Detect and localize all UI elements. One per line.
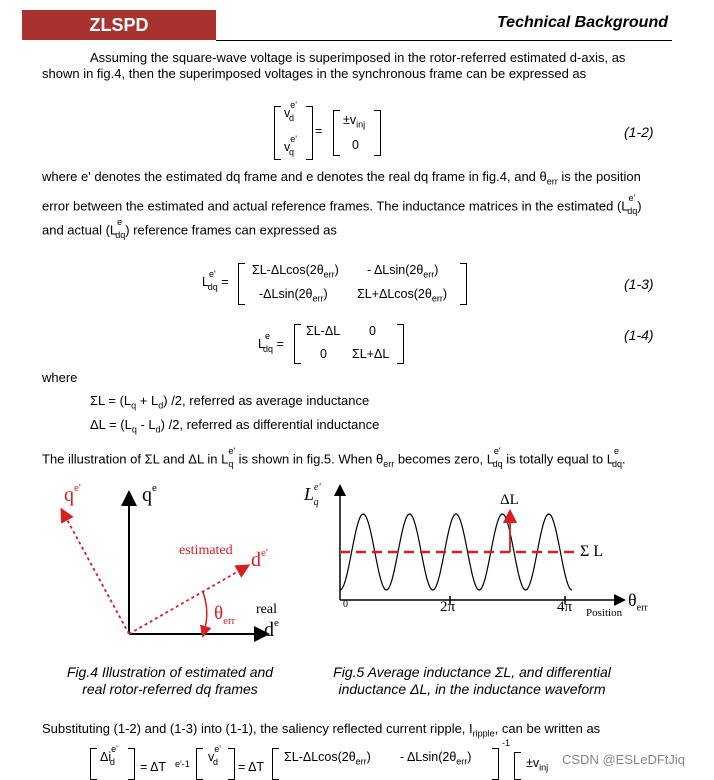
theta-arc bbox=[203, 592, 207, 632]
fig5-delta-label: ΔL bbox=[500, 492, 519, 508]
eq13-a21: $-\Delta Lsin(2\theta_{err})$ bbox=[259, 287, 328, 304]
eq14-number: (1-4) bbox=[624, 327, 654, 343]
eq15-bracket3-close bbox=[492, 748, 499, 780]
section-title: Technical Background bbox=[497, 14, 668, 31]
eq15-m12: - $\Delta Lsin(2\theta_{err})$ bbox=[400, 750, 472, 767]
para4: Substituting (1-2) and (1-3) into (1-1), the saliency reflected current ripple, $I_{ripple}$, can be written as bbox=[42, 721, 601, 739]
eq12-right-bracket-open bbox=[333, 110, 340, 156]
fig4-d-real-label: $d^e$ bbox=[264, 617, 279, 641]
def-delta-l: $\Delta L = (L_q - L_d)$ /2, referred as differential inductance bbox=[90, 417, 380, 435]
eq14-a22: ΣL+ΔL bbox=[352, 347, 390, 361]
eq12-r2: 0 bbox=[352, 138, 359, 152]
eq14-a12: 0 bbox=[369, 324, 376, 338]
eq14-a11: ΣL-ΔL bbox=[306, 324, 341, 338]
para2-line3: and actual $(L^e_{dq})$ reference frames can expressed as bbox=[42, 217, 337, 240]
para2-line1: where e' denotes the estimated dq frame and e denotes the real dq frame in fig.4, and $\theta_{err}$ is the position bbox=[42, 169, 641, 187]
eq14-bracket-open bbox=[294, 324, 301, 364]
fig5-tick1-label: 2π bbox=[440, 599, 456, 615]
para3: The illustration of ΣL and ΔL in $L_q^{e'}$ is shown in fig.5. When $\theta_{err}$ becomes zero, $L^{e'}_{dq}$ is totally equal to $L^e_{dq}$. bbox=[42, 446, 626, 469]
fig4-theta-label: $\theta_{err}$ bbox=[214, 603, 236, 627]
eq12-equals: = bbox=[315, 124, 323, 138]
eq15-delta-i: $\Delta i^{e'}_d$ bbox=[100, 744, 118, 767]
fig5-position-label: Position bbox=[586, 607, 623, 619]
eq12-r1: $\pm v_{inj}$ bbox=[343, 113, 366, 130]
eq14-bracket-close bbox=[397, 324, 404, 364]
para1-line1: Assuming the square-wave voltage is superimposed in the rotor-referred estimated d-axis, as bbox=[90, 50, 626, 65]
eq14-lhs: $L^e_{dq}$ = bbox=[258, 331, 284, 354]
para1-line2: shown in fig.4, then the superimposed voltages in the synchronous frame can be expressed as bbox=[42, 66, 587, 81]
eq12-number: (1-2) bbox=[624, 124, 654, 140]
eq15-dt1: = ΔT bbox=[140, 760, 167, 774]
eq15-bracket1-close bbox=[128, 748, 135, 780]
para2-line2: error between the estimated and actual reference frames. The inductance matrices in the estimated $(L^{e'}_{dq})$ bbox=[42, 193, 642, 216]
fig4-d-estimated-label: $d^{e'}$ bbox=[251, 547, 268, 571]
eq12-left-bracket-close bbox=[306, 106, 313, 160]
fig5-sigma-label: Σ L bbox=[580, 543, 604, 560]
fig4-caption: Fig.4 Illustration of estimated and real rotor-referred dq frames bbox=[66, 664, 274, 697]
eq15-inverse-exp: e'-1 bbox=[175, 759, 190, 769]
eq13-a22: $\Sigma L+\Delta Lcos(2\theta_{err})$ bbox=[357, 287, 447, 304]
eq15-dt2: = ΔT bbox=[238, 760, 265, 774]
eq13-a12: - $\Delta Lsin(2\theta_{err})$ bbox=[367, 263, 439, 280]
eq13-a11: $\Sigma L-\Delta Lcos(2\theta_{err})$ bbox=[252, 263, 339, 280]
watermark: CSDN @ESLeDFtJiq bbox=[562, 752, 686, 767]
eq15-bracket4-open bbox=[514, 752, 521, 780]
brand-header: ZLSPD bbox=[22, 10, 216, 40]
fig5-caption: Fig.5 Average inductance ΣL, and differential inductance ΔL, in the inductance waveform bbox=[333, 664, 611, 697]
fig5-zero-label: 0 bbox=[343, 599, 348, 610]
fig5-x-label: $\theta_{err}$ bbox=[628, 590, 648, 614]
eq15-bracket2-close bbox=[228, 748, 235, 780]
header-rule bbox=[216, 40, 672, 41]
eq12-vd: $v^{e'}_d$ bbox=[284, 100, 297, 123]
eq13-lhs: $L^{e'}_{dq}$ = bbox=[202, 269, 229, 292]
eq15-vd: $v^{e'}_d$ bbox=[208, 744, 221, 767]
eq14-a21: 0 bbox=[320, 347, 327, 361]
eq13-bracket-open bbox=[238, 263, 245, 305]
eq13-bracket-close bbox=[460, 263, 467, 305]
eq15-r1: $\pm v_{inj}$ bbox=[526, 756, 549, 773]
fig5-tick2-label: 4π bbox=[557, 599, 573, 615]
where-label: where bbox=[42, 370, 78, 385]
def-sigma-l: $\Sigma L = (L_q + L_d)$ /2, referred as average inductance bbox=[90, 393, 370, 411]
eq15-m11: $\Sigma L-\Delta Lcos(2\theta_{err})$ bbox=[284, 750, 371, 767]
eq13-number: (1-3) bbox=[624, 276, 654, 292]
q-estimated-axis bbox=[64, 514, 129, 634]
fig5-y-label: $L^{e'}_q$ bbox=[304, 482, 321, 508]
fig4-q-real-label: $q^e$ bbox=[142, 482, 157, 506]
eq15-bracket2-open bbox=[196, 748, 203, 780]
eq12-vq: $v^{e'}_q$ bbox=[284, 134, 297, 157]
eq15-bracket3-open bbox=[272, 748, 279, 780]
eq15-bracket1-open bbox=[90, 748, 97, 780]
eq12-right-bracket-close bbox=[374, 110, 381, 156]
fig4-q-estimated-label: $q^{e'}$ bbox=[64, 482, 81, 506]
fig4-estimated-label: estimated bbox=[179, 543, 233, 558]
eq15-minus1-exp: -1 bbox=[502, 738, 511, 748]
fig4-real-label: real bbox=[256, 602, 277, 617]
eq12-left-bracket-open bbox=[274, 106, 281, 160]
